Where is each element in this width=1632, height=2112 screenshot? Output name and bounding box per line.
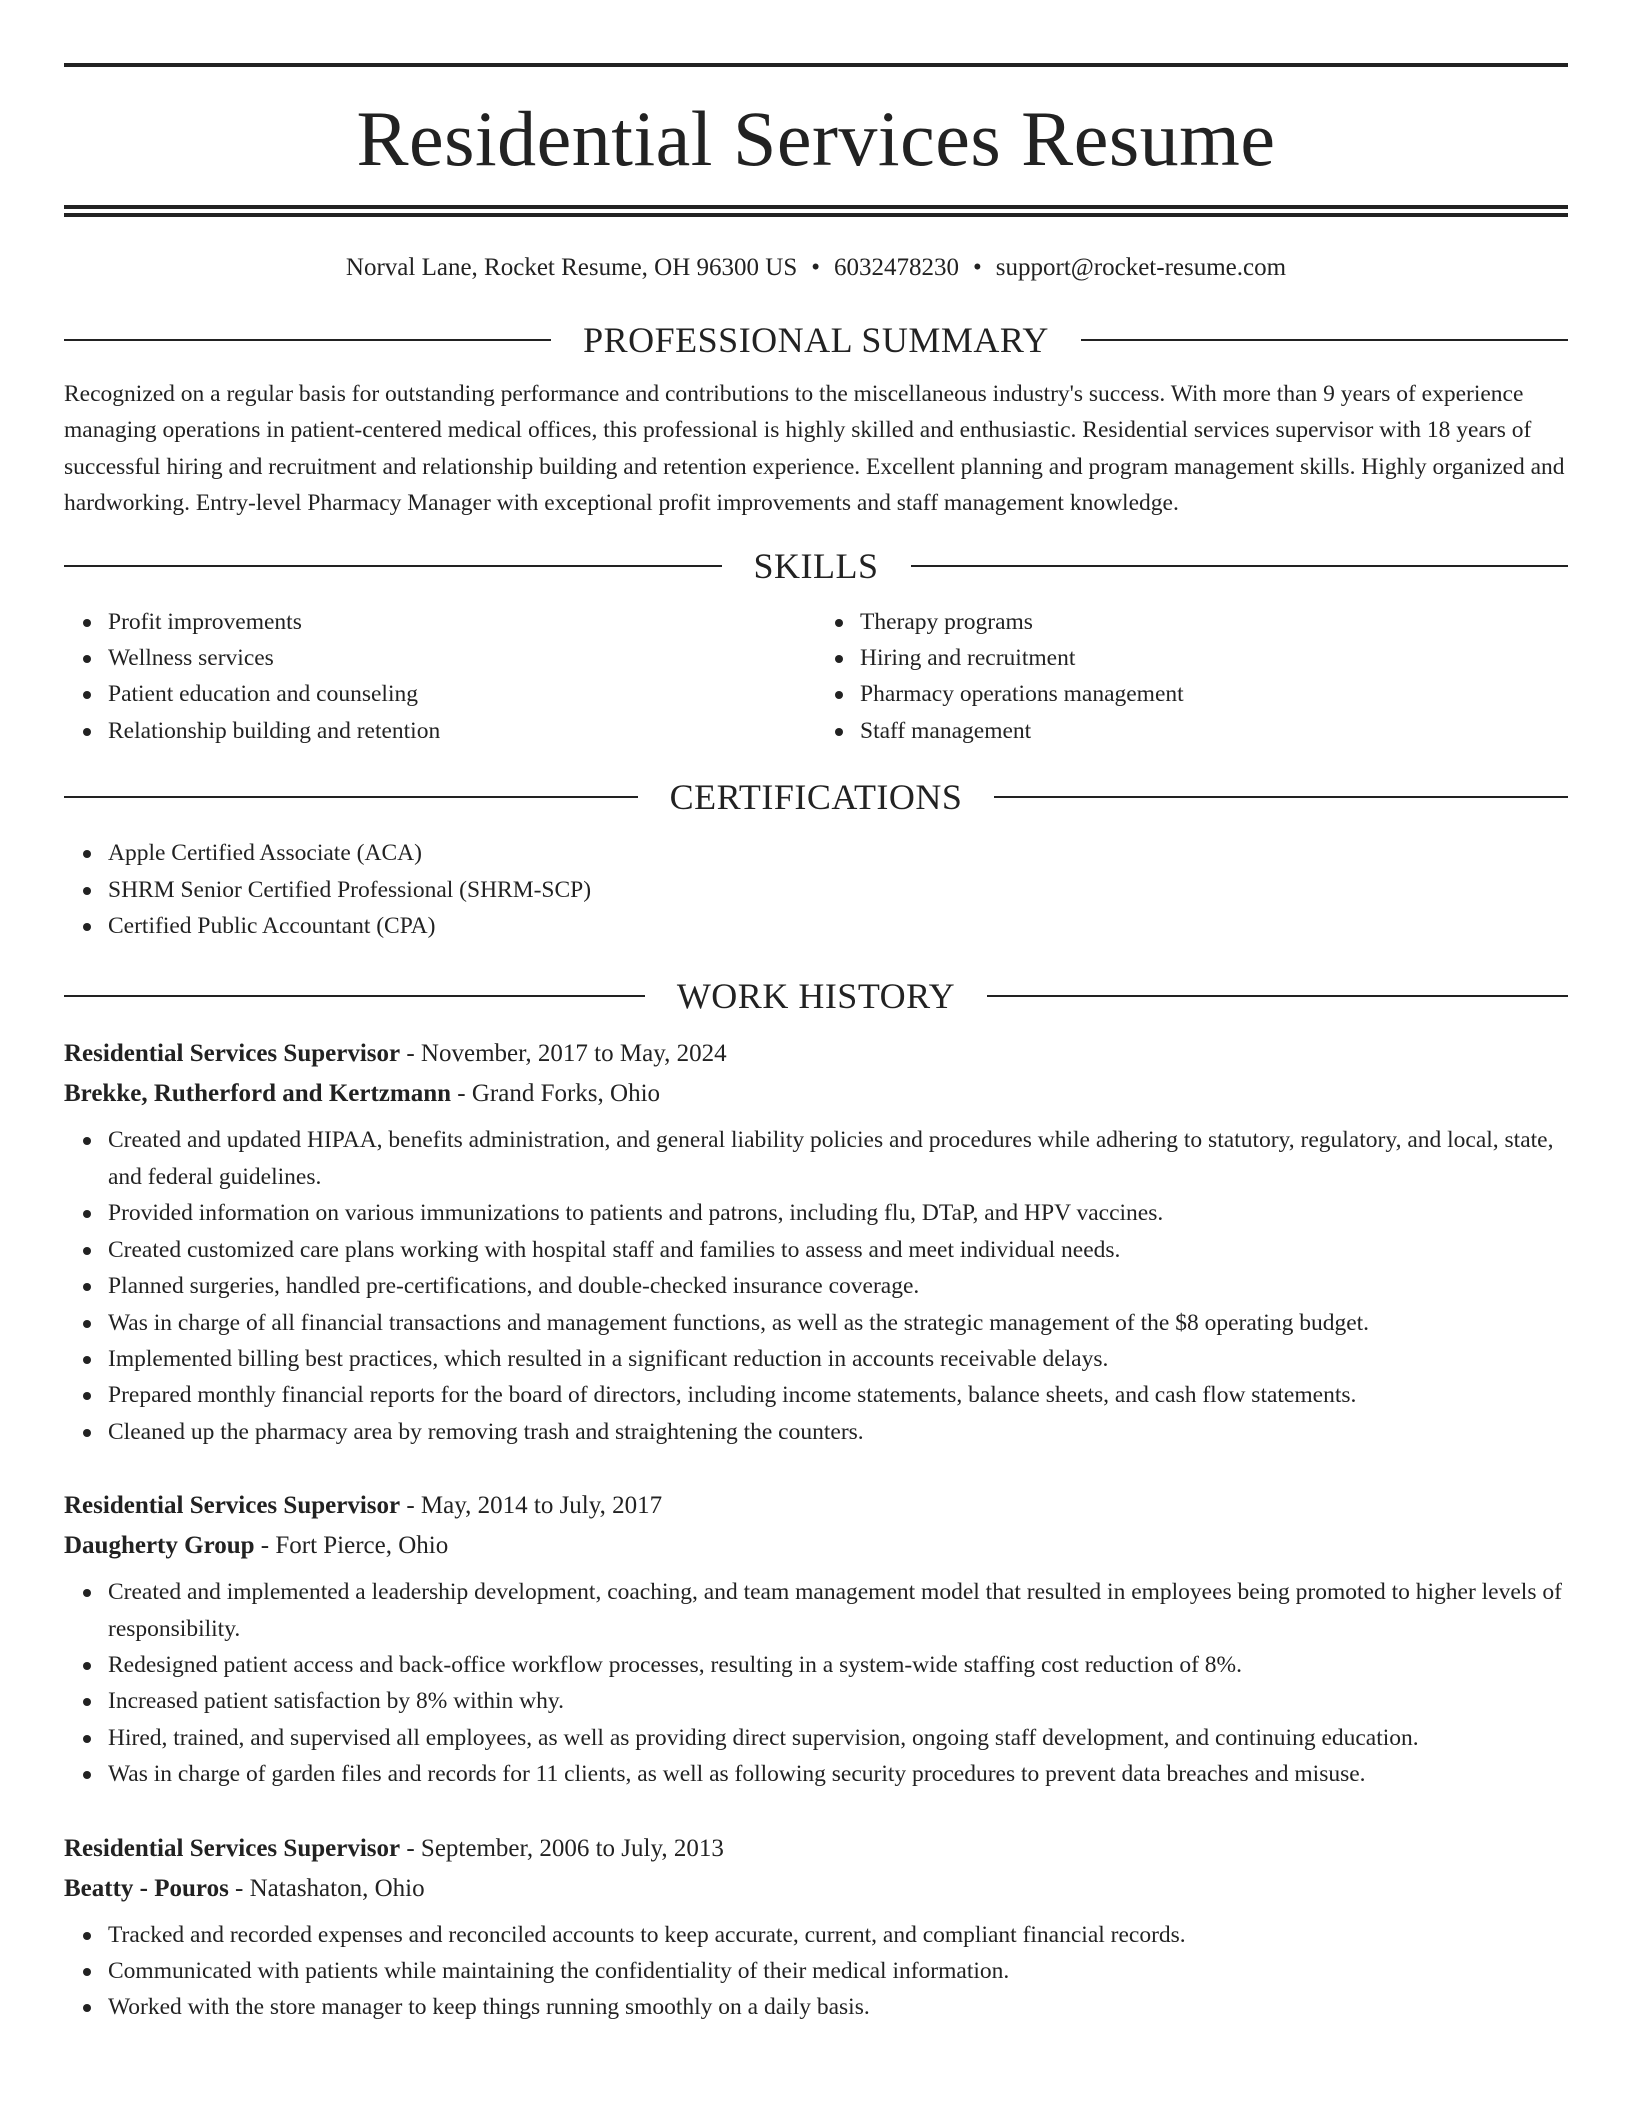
certifications-list	[64, 835, 1568, 944]
job-company-line	[64, 1074, 1568, 1114]
job-bullet: Worked with the store manager to keep things running smoothly on a daily basis.	[108, 1989, 1568, 2025]
job-bullet: Provided information on various immunizations to patients and patrons, including flu, DTaP, and HPV vaccines.	[108, 1195, 1568, 1231]
heading-rule-right	[911, 565, 1569, 567]
job-location: - Fort Pierce, Ohio	[254, 1532, 449, 1560]
job-bullet: Tracked and recorded expenses and reconciled accounts to keep accurate, current, and compliant financial records.	[108, 1917, 1568, 1953]
skill-item: Profit improvements	[108, 604, 816, 640]
resume-title: Residential Services Resume	[356, 95, 1276, 182]
job-entry	[64, 1486, 1568, 1792]
job-company: Brekke, Rutherford and Kertzmann	[64, 1080, 452, 1108]
job-bullet: Planned surgeries, handled pre-certifications, and double-checked insurance coverage.	[108, 1268, 1568, 1304]
job-company-line	[64, 1526, 1568, 1566]
job-role: Residential Services Supervisor	[64, 1834, 401, 1862]
section-heading-summary	[64, 316, 1568, 364]
heading-rule-left	[64, 796, 638, 798]
job-dates: - May, 2014 to July, 2017	[400, 1492, 663, 1520]
job-entry	[64, 1829, 1568, 2026]
job-bullet: Was in charge of all financial transactions and management functions, as well as the strategic management of the $8 operating budget.	[108, 1305, 1568, 1341]
heading-rule-right	[994, 796, 1568, 798]
job-bullet: Hired, trained, and supervised all employees, as well as providing direct supervision, ongoing staff development, and continuing education.	[108, 1720, 1568, 1756]
summary-text: Recognized on a regular basis for outstanding performance and contributions to the miscellaneous industry's success. With more than 9 years of experience managing operations in patient-centered medical offices, this professional is highly skilled and enthusiastic. Residential services supervisor with 18 years of successful hiring and recruitment and relationship building and retention experience. Excellent planning and program management skills. Highly organized and hardworking. Entry-level Pharmacy Manager with exceptional profit improvements and staff management knowledge.	[64, 381, 1565, 517]
skill-item: Pharmacy operations management	[860, 676, 1568, 712]
job-company: Daugherty Group	[64, 1532, 255, 1560]
job-bullet-list	[64, 1122, 1568, 1450]
job-bullet: Created and implemented a leadership development, coaching, and team management model that resulted in employees being promoted to higher levels of responsibility.	[108, 1574, 1568, 1647]
section-title: CERTIFICATIONS	[669, 777, 963, 818]
skills-list-right	[816, 604, 1568, 750]
job-bullet: Implemented billing best practices, which resulted in a significant reduction in accounts receivable delays.	[108, 1341, 1568, 1377]
job-entry	[64, 1034, 1568, 1450]
job-role-line	[64, 1486, 1568, 1526]
section-title: WORK HISTORY	[676, 976, 956, 1017]
contact-phone: 6032478230	[834, 254, 959, 281]
contact-email: support@rocket-resume.com	[995, 254, 1287, 281]
section-title: SKILLS	[753, 545, 879, 586]
job-bullet: Was in charge of garden files and records for 11 clients, as well as following security procedures to prevent data breaches and misuse.	[108, 1756, 1568, 1792]
contact-separator: •	[973, 254, 982, 281]
skill-item: Wellness services	[108, 640, 816, 676]
heading-rule-left	[64, 339, 551, 341]
job-bullet-list	[64, 1917, 1568, 2026]
skill-item: Hiring and recruitment	[860, 640, 1568, 676]
skill-item: Relationship building and retention	[108, 713, 816, 749]
job-bullet: Increased patient satisfaction by 8% within why.	[108, 1683, 1568, 1719]
section-heading-certifications	[64, 773, 1568, 821]
contact-separator: •	[811, 254, 820, 281]
job-dates: - September, 2006 to July, 2013	[400, 1834, 724, 1862]
job-bullet: Cleaned up the pharmacy area by removing trash and straightening the counters.	[108, 1414, 1568, 1450]
skill-item: Patient education and counseling	[108, 676, 816, 712]
job-bullet: Created customized care plans working with hospital staff and families to assess and meet individual needs.	[108, 1232, 1568, 1268]
job-bullet: Communicated with patients while maintaining the confidentiality of their medical information.	[108, 1953, 1568, 1989]
title-double-rule	[64, 205, 1568, 217]
job-location: - Natashaton, Ohio	[228, 1874, 425, 1902]
job-role-line	[64, 1034, 1568, 1074]
certification-item: Apple Certified Associate (ACA)	[108, 835, 1568, 871]
top-rule	[64, 63, 1568, 67]
job-bullet: Prepared monthly financial reports for the board of directors, including income statements, balance sheets, and cash flow statements.	[108, 1377, 1568, 1413]
job-company: Beatty - Pouros	[64, 1874, 229, 1902]
skill-item: Staff management	[860, 713, 1568, 749]
heading-rule-left	[64, 995, 645, 997]
skill-item: Therapy programs	[860, 604, 1568, 640]
job-bullet-list	[64, 1574, 1568, 1792]
certification-item: SHRM Senior Certified Professional (SHRM-SCP)	[108, 872, 1568, 908]
job-role: Residential Services Supervisor	[64, 1492, 401, 1520]
section-heading-work-history	[64, 972, 1568, 1020]
job-role: Residential Services Supervisor	[64, 1040, 401, 1068]
contact-line	[64, 251, 1568, 285]
resume-page	[64, 0, 1568, 2026]
section-title: PROFESSIONAL SUMMARY	[583, 320, 1049, 360]
contact-address: Norval Lane, Rocket Resume, OH 96300 US	[345, 254, 798, 281]
skills-list-left	[64, 604, 816, 750]
job-role-line	[64, 1829, 1568, 1869]
job-dates: - November, 2017 to May, 2024	[400, 1040, 727, 1068]
certification-item: Certified Public Accountant (CPA)	[108, 908, 1568, 944]
heading-rule-left	[64, 565, 722, 567]
job-company-line	[64, 1869, 1568, 1909]
section-heading-skills	[64, 542, 1568, 590]
job-bullet: Redesigned patient access and back-office workflow processes, resulting in a system-wide staffing cost reduction of 8%.	[108, 1647, 1568, 1683]
heading-rule-right	[1081, 339, 1568, 341]
job-location: - Grand Forks, Ohio	[451, 1080, 661, 1108]
job-bullet: Created and updated HIPAA, benefits administration, and general liability policies and procedures while adhering to statutory, regulatory, and local, state, and federal guidelines.	[108, 1122, 1568, 1195]
heading-rule-right	[987, 995, 1568, 997]
skills-columns	[64, 604, 1568, 750]
